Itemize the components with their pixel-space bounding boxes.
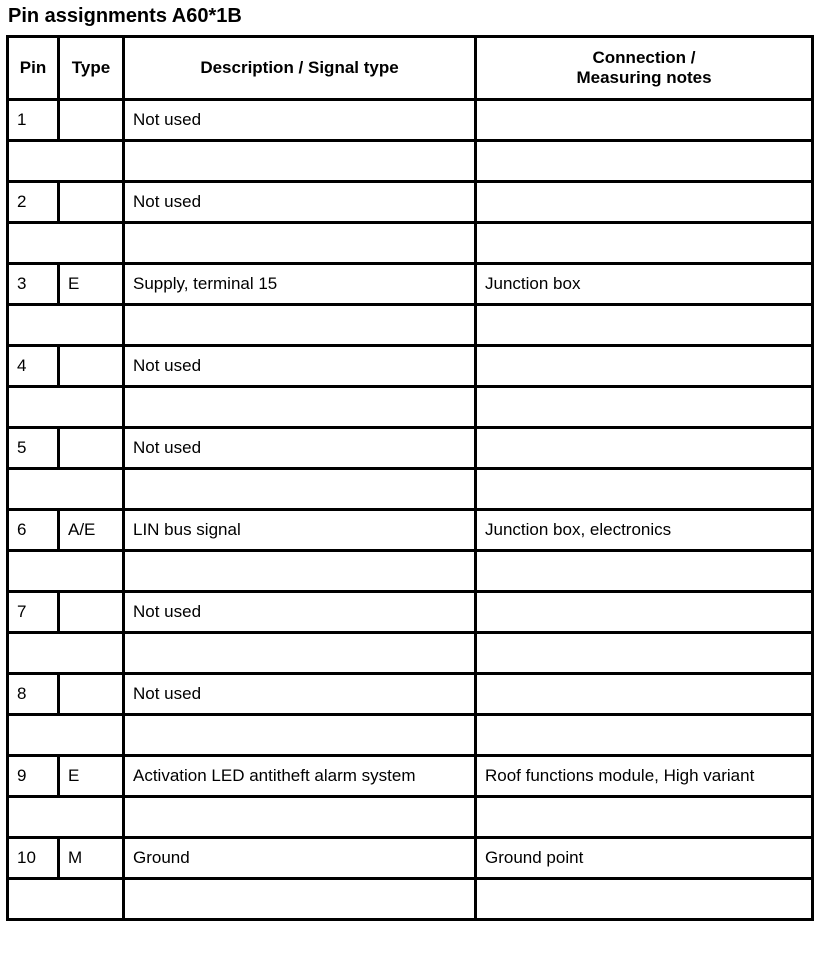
spacer-cell-description bbox=[124, 633, 476, 674]
spacer-cell-description bbox=[124, 387, 476, 428]
spacer-cell-pin-type bbox=[8, 633, 124, 674]
spacer-cell-pin-type bbox=[8, 141, 124, 182]
spacer-cell-pin-type bbox=[8, 797, 124, 838]
cell-type bbox=[59, 100, 124, 141]
spacer-cell-description bbox=[124, 305, 476, 346]
cell-description: Activation LED antitheft alarm system bbox=[124, 756, 476, 797]
spacer-cell-connection bbox=[476, 551, 813, 592]
pin-rows bbox=[8, 100, 813, 920]
cell-connection bbox=[476, 100, 813, 141]
header-pin: Pin bbox=[8, 37, 59, 100]
cell-connection bbox=[476, 428, 813, 469]
header-connection-line1: Connection / bbox=[592, 48, 696, 67]
cell-description: Not used bbox=[124, 100, 476, 141]
spacer-cell-connection bbox=[476, 305, 813, 346]
spacer-cell-description bbox=[124, 551, 476, 592]
cell-description: Not used bbox=[124, 182, 476, 223]
cell-pin: 9 bbox=[8, 756, 59, 797]
cell-pin: 2 bbox=[8, 182, 59, 223]
cell-pin: 6 bbox=[8, 510, 59, 551]
cell-connection bbox=[476, 346, 813, 387]
spacer-cell-description bbox=[124, 715, 476, 756]
spacer-cell-description bbox=[124, 797, 476, 838]
cell-type: A/E bbox=[59, 510, 124, 551]
spacer-row bbox=[8, 141, 813, 182]
spacer-cell-description bbox=[124, 469, 476, 510]
spacer-cell-connection bbox=[476, 469, 813, 510]
cell-pin: 7 bbox=[8, 592, 59, 633]
spacer-cell-description bbox=[124, 879, 476, 920]
table-row bbox=[8, 510, 813, 551]
cell-pin: 8 bbox=[8, 674, 59, 715]
spacer-cell-pin-type bbox=[8, 387, 124, 428]
cell-connection bbox=[476, 592, 813, 633]
cell-pin: 3 bbox=[8, 264, 59, 305]
cell-pin: 1 bbox=[8, 100, 59, 141]
table-row bbox=[8, 428, 813, 469]
cell-connection: Junction box bbox=[476, 264, 813, 305]
table-row bbox=[8, 756, 813, 797]
spacer-cell-connection bbox=[476, 797, 813, 838]
cell-description: Not used bbox=[124, 592, 476, 633]
spacer-cell-description bbox=[124, 141, 476, 182]
header-connection bbox=[476, 37, 813, 100]
header-connection-line2: Measuring notes bbox=[576, 68, 712, 87]
spacer-cell-connection bbox=[476, 223, 813, 264]
cell-type bbox=[59, 182, 124, 223]
cell-pin: 10 bbox=[8, 838, 59, 879]
spacer-cell-pin-type bbox=[8, 715, 124, 756]
cell-description: Not used bbox=[124, 674, 476, 715]
cell-description: Ground bbox=[124, 838, 476, 879]
cell-pin: 5 bbox=[8, 428, 59, 469]
table-row bbox=[8, 346, 813, 387]
spacer-cell-connection bbox=[476, 715, 813, 756]
cell-connection bbox=[476, 674, 813, 715]
spacer-row bbox=[8, 469, 813, 510]
cell-description: Not used bbox=[124, 428, 476, 469]
spacer-row bbox=[8, 797, 813, 838]
spacer-row bbox=[8, 633, 813, 674]
spacer-cell-description bbox=[124, 223, 476, 264]
cell-description: LIN bus signal bbox=[124, 510, 476, 551]
table-row bbox=[8, 264, 813, 305]
cell-type: E bbox=[59, 756, 124, 797]
spacer-cell-connection bbox=[476, 141, 813, 182]
spacer-cell-pin-type bbox=[8, 469, 124, 510]
cell-type bbox=[59, 674, 124, 715]
spacer-cell-connection bbox=[476, 633, 813, 674]
spacer-cell-pin-type bbox=[8, 879, 124, 920]
page-title: Pin assignments A60*1B bbox=[8, 5, 242, 27]
spacer-row bbox=[8, 879, 813, 920]
cell-connection: Junction box, electronics bbox=[476, 510, 813, 551]
cell-connection bbox=[476, 182, 813, 223]
cell-type bbox=[59, 346, 124, 387]
cell-description: Supply, terminal 15 bbox=[124, 264, 476, 305]
header-type: Type bbox=[59, 37, 124, 100]
table-header-row bbox=[8, 37, 813, 100]
cell-pin: 4 bbox=[8, 346, 59, 387]
header-description: Description / Signal type bbox=[124, 37, 476, 100]
table-row bbox=[8, 182, 813, 223]
cell-description: Not used bbox=[124, 346, 476, 387]
table-row bbox=[8, 674, 813, 715]
table-row bbox=[8, 838, 813, 879]
spacer-row bbox=[8, 387, 813, 428]
table-row bbox=[8, 592, 813, 633]
spacer-row bbox=[8, 223, 813, 264]
cell-type bbox=[59, 592, 124, 633]
cell-type: M bbox=[59, 838, 124, 879]
spacer-cell-pin-type bbox=[8, 551, 124, 592]
cell-connection: Ground point bbox=[476, 838, 813, 879]
cell-connection: Roof functions module, High variant bbox=[476, 756, 813, 797]
pin-assignment-table bbox=[6, 35, 814, 921]
spacer-row bbox=[8, 305, 813, 346]
spacer-cell-connection bbox=[476, 879, 813, 920]
cell-type: E bbox=[59, 264, 124, 305]
cell-type bbox=[59, 428, 124, 469]
spacer-cell-pin-type bbox=[8, 223, 124, 264]
table-row bbox=[8, 100, 813, 141]
spacer-row bbox=[8, 551, 813, 592]
spacer-row bbox=[8, 715, 813, 756]
spacer-cell-pin-type bbox=[8, 305, 124, 346]
spacer-cell-connection bbox=[476, 387, 813, 428]
